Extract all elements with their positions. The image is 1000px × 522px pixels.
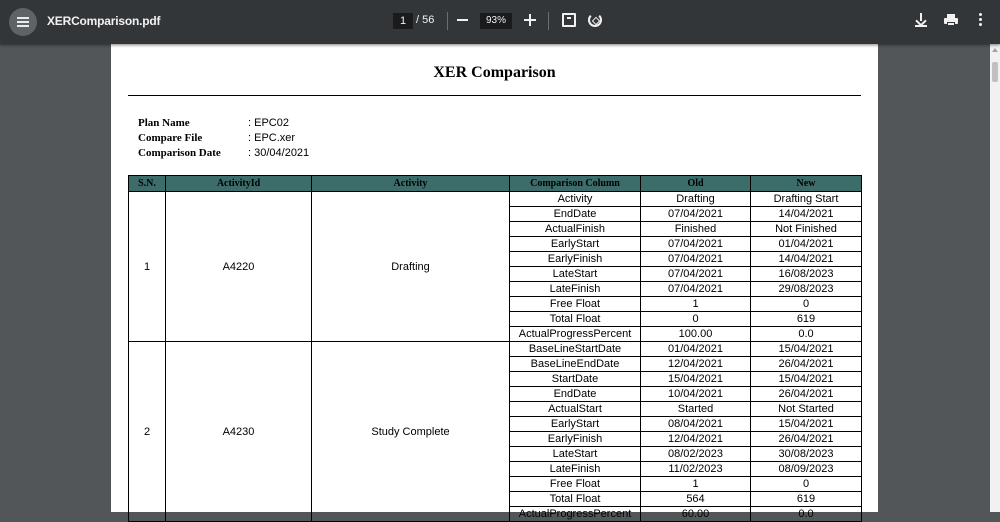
cell-activity: Drafting xyxy=(312,192,510,342)
header-activity: Activity xyxy=(312,176,510,192)
download-icon[interactable] xyxy=(915,13,927,27)
cell-comparison-column: EarlyStart xyxy=(510,417,641,432)
cell-old-value: 12/04/2021 xyxy=(641,357,751,372)
cell-old-value: 07/04/2021 xyxy=(641,282,751,297)
cell-old-value: 08/02/2023 xyxy=(641,447,751,462)
cell-comparison-column: Total Float xyxy=(510,312,641,327)
cell-comparison-column: LateStart xyxy=(510,447,641,462)
cell-new-value: 0.0 xyxy=(751,327,862,342)
cell-old-value: 11/02/2023 xyxy=(641,462,751,477)
header-comparison-column: Comparison Column xyxy=(510,176,641,192)
cell-old-value: 12/04/2021 xyxy=(641,432,751,447)
cell-old-value: 07/04/2021 xyxy=(641,267,751,282)
scroll-up-arrow-icon[interactable] xyxy=(992,48,998,52)
cell-old-value: Started xyxy=(641,402,751,417)
cell-old-value: 60.00 xyxy=(641,507,751,522)
vertical-scrollbar[interactable] xyxy=(990,44,1000,512)
cell-new-value: Not Started xyxy=(751,402,862,417)
pdf-toolbar xyxy=(0,0,1000,44)
table-row xyxy=(129,192,862,207)
toolbar-divider xyxy=(447,12,448,30)
cell-activity-id: A4220 xyxy=(166,192,312,342)
cell-old-value: 08/04/2021 xyxy=(641,417,751,432)
cell-new-value: 15/04/2021 xyxy=(751,417,862,432)
more-options-icon[interactable] xyxy=(978,13,982,27)
cell-comparison-column: Free Float xyxy=(510,477,641,492)
cell-old-value: 564 xyxy=(641,492,751,507)
cell-activity-id: A4230 xyxy=(166,342,312,522)
cell-comparison-column: Total Float xyxy=(510,492,641,507)
cell-sn: 2 xyxy=(129,342,166,522)
cell-comparison-column: StartDate xyxy=(510,372,641,387)
cell-new-value: Drafting Start xyxy=(751,192,862,207)
header-sn: S.N. xyxy=(129,176,166,192)
title-divider xyxy=(128,95,861,96)
page-number-input[interactable]: 1 xyxy=(393,13,413,29)
zoom-out-icon[interactable] xyxy=(457,19,468,21)
toolbar-divider xyxy=(548,12,549,30)
comparison-table xyxy=(128,175,862,522)
cell-comparison-column: LateFinish xyxy=(510,282,641,297)
cell-comparison-column: ActualProgressPercent xyxy=(510,507,641,522)
cell-new-value: 0 xyxy=(751,297,862,312)
cell-new-value: 26/04/2021 xyxy=(751,357,862,372)
cell-comparison-column: Free Float xyxy=(510,297,641,312)
print-icon[interactable] xyxy=(944,14,958,26)
cell-old-value: 07/04/2021 xyxy=(641,252,751,267)
cell-new-value: 619 xyxy=(751,312,862,327)
cell-old-value: 0 xyxy=(641,312,751,327)
cell-comparison-column: Activity xyxy=(510,192,641,207)
zoom-level-input[interactable]: 93% xyxy=(480,13,512,29)
rotate-icon[interactable] xyxy=(588,13,602,27)
fit-to-page-icon[interactable] xyxy=(562,13,576,27)
cell-new-value: 16/08/2023 xyxy=(751,267,862,282)
cell-new-value: 14/04/2021 xyxy=(751,252,862,267)
meta-value-compare-file: : EPC.xer xyxy=(248,132,296,144)
cell-activity: Study Complete xyxy=(312,342,510,522)
cell-new-value: 14/04/2021 xyxy=(751,207,862,222)
cell-new-value: 01/04/2021 xyxy=(751,237,862,252)
cell-old-value: 100.00 xyxy=(641,327,751,342)
cell-new-value: 15/04/2021 xyxy=(751,342,862,357)
cell-old-value: 10/04/2021 xyxy=(641,387,751,402)
cell-comparison-column: EndDate xyxy=(510,207,641,222)
header-old: Old xyxy=(641,176,751,192)
cell-comparison-column: EarlyFinish xyxy=(510,252,641,267)
meta-label-compare-file: Compare File xyxy=(138,132,203,144)
pdf-page xyxy=(111,44,878,520)
cell-comparison-column: BaseLineStartDate xyxy=(510,342,641,357)
meta-label-plan-name: Plan Name xyxy=(138,117,190,129)
cell-old-value: Finished xyxy=(641,222,751,237)
cell-sn: 1 xyxy=(129,192,166,342)
cell-old-value: 07/04/2021 xyxy=(641,207,751,222)
cell-comparison-column: EarlyFinish xyxy=(510,432,641,447)
header-new: New xyxy=(751,176,862,192)
cell-new-value: 30/08/2023 xyxy=(751,447,862,462)
cell-new-value: Not Finished xyxy=(751,222,862,237)
table-header-row xyxy=(129,176,862,192)
page-total: / 56 xyxy=(416,14,435,26)
cell-new-value: 26/04/2021 xyxy=(751,432,862,447)
cell-comparison-column: ActualProgressPercent xyxy=(510,327,641,342)
meta-value-comparison-date: : 30/04/2021 xyxy=(248,147,310,159)
cell-new-value: 29/08/2023 xyxy=(751,282,862,297)
cell-old-value: Drafting xyxy=(641,192,751,207)
cell-new-value: 0 xyxy=(751,477,862,492)
hamburger-icon xyxy=(17,17,29,27)
cell-new-value: 619 xyxy=(751,492,862,507)
cell-new-value: 08/09/2023 xyxy=(751,462,862,477)
cell-new-value: 0.0 xyxy=(751,507,862,522)
cell-old-value: 15/04/2021 xyxy=(641,372,751,387)
cell-comparison-column: ActualFinish xyxy=(510,222,641,237)
cell-old-value: 01/04/2021 xyxy=(641,342,751,357)
scroll-thumb[interactable] xyxy=(992,62,998,82)
header-activity-id: ActivityId xyxy=(166,176,312,192)
cell-new-value: 26/04/2021 xyxy=(751,387,862,402)
cell-comparison-column: EndDate xyxy=(510,387,641,402)
document-title: XER Comparison xyxy=(433,64,556,81)
cell-old-value: 1 xyxy=(641,477,751,492)
cell-comparison-column: LateFinish xyxy=(510,462,641,477)
menu-button[interactable] xyxy=(9,8,37,36)
table-row xyxy=(129,342,862,357)
cell-comparison-column: LateStart xyxy=(510,267,641,282)
cell-comparison-column: EarlyStart xyxy=(510,237,641,252)
meta-value-plan-name: : EPC02 xyxy=(248,117,289,129)
cell-comparison-column: BaseLineEndDate xyxy=(510,357,641,372)
cell-new-value: 15/04/2021 xyxy=(751,372,862,387)
document-file-name: XERComparison.pdf xyxy=(47,14,161,28)
cell-comparison-column: ActualStart xyxy=(510,402,641,417)
cell-old-value: 1 xyxy=(641,297,751,312)
zoom-in-icon[interactable] xyxy=(524,14,536,26)
comparison-table-body xyxy=(129,192,862,522)
cell-old-value: 07/04/2021 xyxy=(641,237,751,252)
meta-label-comparison-date: Comparison Date xyxy=(138,147,221,159)
